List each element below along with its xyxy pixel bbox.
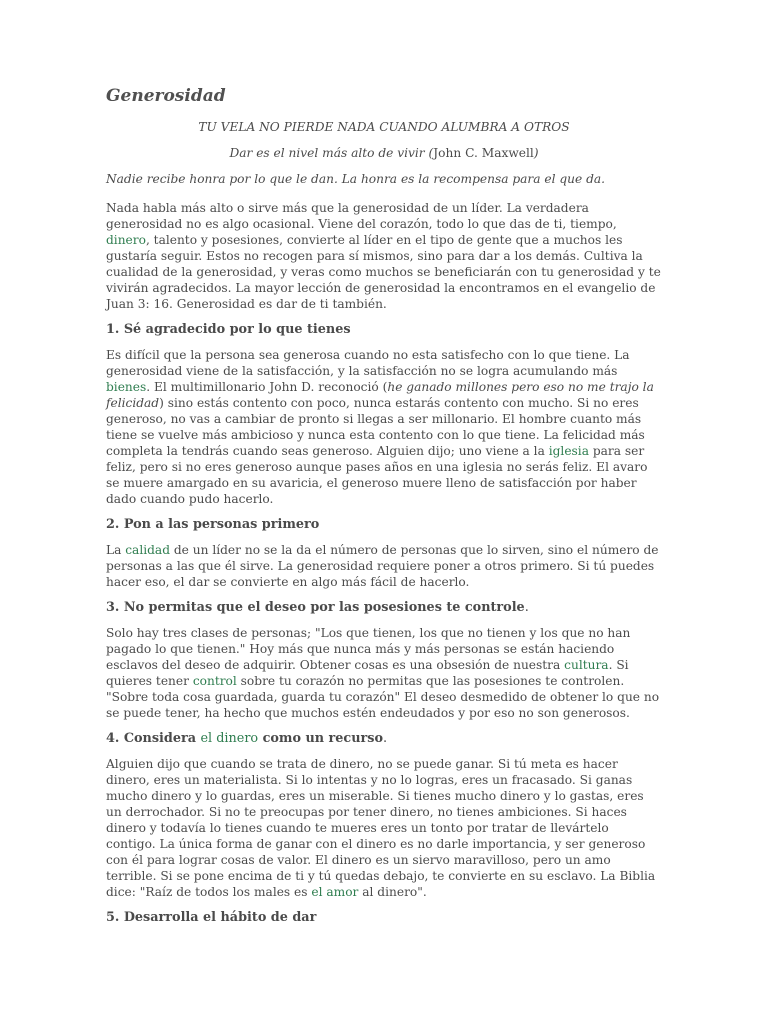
link-control[interactable]: control — [192, 674, 237, 688]
s2-text-1: La — [106, 543, 126, 557]
intro-paragraph — [106, 200, 662, 312]
s2-text-2: de un líder no se la da el número de personas que lo sirven, sino el número de personas a las que él sirve. La generosidad requiere poner a otros primero. Si tú puedes hacer eso, el dar se convierte en algo más fácil de hacerlo. — [106, 543, 659, 589]
tagline-text: Dar es el nivel más alto de vivir ( — [229, 146, 434, 160]
document-title: Generosidad — [106, 86, 226, 106]
section-1-heading: 1. Sé agradecido por lo que tienes — [106, 322, 351, 337]
s3-text-1: Solo hay tres clases de personas; "Los que tienen, los que no tienen y los que no han pagado lo que tienen." Hoy más que nunca más y más personas se están haciendo esclavos del deseo de adquirir. Obtener cosas es una obsesión de nuestra — [106, 626, 631, 672]
tagline — [106, 146, 662, 160]
s4-text-2: al dinero". — [358, 885, 427, 899]
s3-heading-text: 3. No permitas que el deseo por las posesiones te controle — [106, 600, 525, 615]
s4-heading-dot: . — [382, 731, 388, 746]
s3-heading-dot: . — [524, 600, 529, 615]
s4-heading-post: como un recurso — [258, 731, 383, 746]
intro-text-2: , talento y posesiones, convierte al líder en el tipo de gente que a muchos les gustaría seguir. Estos no recogen para sí mismos, sino para dar a los demás. Cultiva la cualidad de la generosidad, y veras como muchos se beneficiarán con tu generosidad y te vivirán agradecidos. La mayor lección de generosidad la encontramos en el evangelio de Juan 3: 16. Generosidad es dar de ti también. — [106, 233, 661, 311]
tagline-close: ) — [533, 146, 539, 160]
intro-text-1: Nada habla más alto o sirve más que la generosidad de un líder. La verdadera generosidad no es algo ocasional. Viene del corazón, todo lo que das de ti, tiempo, — [106, 201, 617, 231]
section-2-paragraph — [106, 542, 662, 590]
section-1-paragraph — [106, 347, 662, 507]
epigraph: TU VELA NO PIERDE NADA CUANDO ALUMBRA A OTROS — [198, 120, 570, 134]
tagline-author: John C. Maxwell — [433, 146, 534, 160]
s1-text-4: para ser feliz, pero si no eres generoso aunque pases años en una iglesia no serás feliz. El avaro se muere amargado en su avaricia, el generoso muere lleno de satisfacción por haber dado cuando pudo hacerlo. — [106, 444, 648, 506]
s1-italic-quote: he ganado millones pero eso no me trajo la felicidad — [106, 380, 654, 410]
s1-text-1: Es difícil que la persona sea generosa cuando no esta satisfecho con lo que tiene. La generosidad viene de la satisfacción, y la satisfacción no se logra acumulando más — [106, 348, 630, 378]
link-el-amor[interactable]: el amor — [311, 885, 359, 899]
section-3-heading — [106, 600, 662, 615]
intro-quote: Nadie recibe honra por lo que le dan. La honra es la recompensa para el que da. — [106, 172, 606, 186]
link-cultura[interactable]: cultura — [564, 658, 609, 672]
section-4-heading — [106, 731, 662, 746]
link-dinero[interactable]: dinero — [106, 233, 146, 247]
s1-text-2: . El multimillonario John D. reconoció ( — [146, 380, 388, 394]
section-3-paragraph — [106, 625, 662, 721]
s4-heading-pre: 4. Considera — [106, 731, 201, 746]
s4-text-1: Alguien dijo que cuando se trata de dinero, no se puede ganar. Si tú meta es hacer dinero, eres un materialista. Si lo intentas y no lo logras, eres un fracasado. Si ganas mucho dinero y lo guardas, eres un miserable. Si tienes mucho dinero y lo gastas, eres un derrochador. Si no te preocupas por tener dinero, no tienes ambiciones. Si haces dinero y todavía lo tienes cuando te mueres eres un tonto por tratar de llevártelo contigo. La única forma de ganar con el dinero es no darle importancia, y ser generoso con él para lograr cosas de valor. El dinero es un siervo maravilloso, pero un amo terrible. Si se pone encima de ti y tú quedas debajo, te convierte en su esclavo. La Biblia dice: "Raíz de todos los males es — [106, 757, 656, 899]
section-5-heading: 5. Desarrolla el hábito de dar — [106, 910, 317, 925]
section-4-paragraph — [106, 756, 662, 900]
link-iglesia[interactable]: iglesia — [548, 444, 589, 458]
s3-text-3: sobre tu corazón no permitas que las posesiones te controlen. "Sobre toda cosa guardada, guarda tu corazón" El deseo desmedido de obtener lo que no se puede tener, ha hecho que muchos estén endeudados y por eso no son generosos. — [106, 674, 660, 720]
section-2-heading: 2. Pon a las personas primero — [106, 517, 320, 532]
s1-text-3: ) sino estás contento con poco, nunca estarás contento con mucho. Si no eres generoso, no vas a cambiar de pronto si llegas a ser millonario. El hombre cuanto más tiene se vuelve más ambicioso y nunca esta contento con lo que tiene. La felicidad más completa la tendrás cuando seas generoso. Alguien dijo; uno viene a la — [106, 396, 645, 458]
link-bienes[interactable]: bienes — [106, 380, 147, 394]
s3-text-2: . Si quieres tener — [106, 658, 629, 688]
link-calidad[interactable]: calidad — [125, 543, 170, 557]
link-el-dinero[interactable]: el dinero — [200, 731, 259, 746]
